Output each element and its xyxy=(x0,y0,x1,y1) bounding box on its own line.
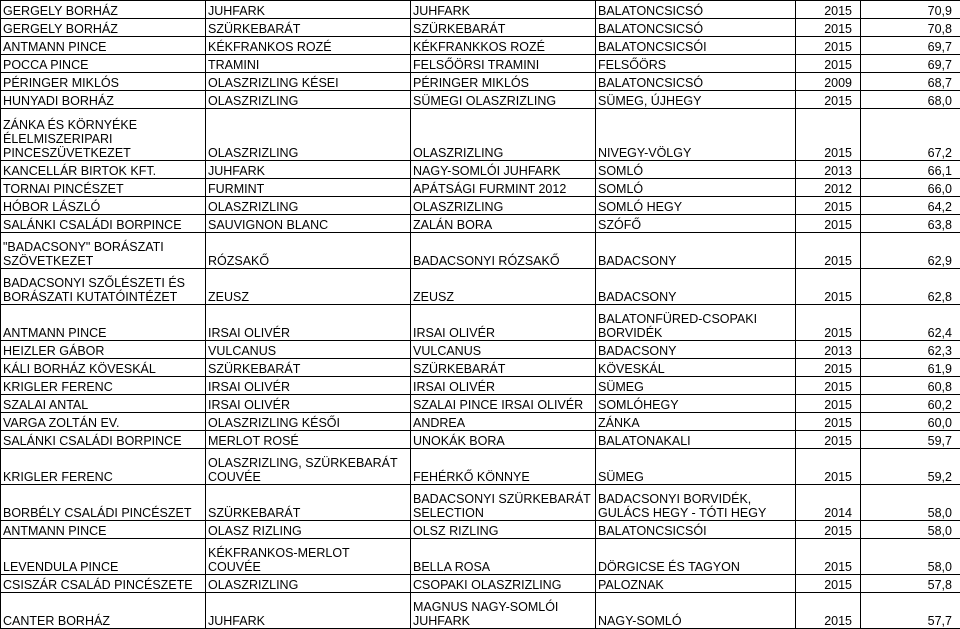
table-row xyxy=(1,341,960,359)
vintage-cell: 2015 xyxy=(796,109,861,161)
table-row xyxy=(1,73,960,91)
wine-region-cell: BADACSONYI BORVIDÉK, GULÁCS HEGY - TÓTI HEGY xyxy=(596,485,796,521)
table-row xyxy=(1,179,960,197)
wine-region-cell: FELSŐÖRS xyxy=(596,55,796,73)
wine-name-cell: ZALÁN BORA xyxy=(411,215,596,233)
wine-region-cell: SÜMEG xyxy=(596,449,796,485)
vintage-cell: 2015 xyxy=(796,19,861,37)
wine-name-cell: OLASZRIZLING xyxy=(411,197,596,215)
table-row xyxy=(1,109,960,161)
table-row xyxy=(1,485,960,521)
vintage-cell: 2015 xyxy=(796,197,861,215)
producer-cell: CSISZÁR CSALÁD PINCÉSZETE xyxy=(1,575,206,593)
wine-region-cell: BADACSONY xyxy=(596,233,796,269)
score-cell: 58,0 xyxy=(861,485,960,521)
producer-cell: BORBÉLY CSALÁDI PINCÉSZET xyxy=(1,485,206,521)
wine-name-cell: MAGNUS NAGY-SOMLÓI JUHFARK xyxy=(411,593,596,629)
grape-variety-cell: OLASZRIZLING KÉSŐI xyxy=(206,413,411,431)
score-cell: 70,8 xyxy=(861,19,960,37)
vintage-cell: 2015 xyxy=(796,269,861,305)
wine-region-cell: SOMLÓ xyxy=(596,179,796,197)
wine-name-cell: BADACSONYI SZÜRKEBARÁT SELECTION xyxy=(411,485,596,521)
score-cell: 64,2 xyxy=(861,197,960,215)
wine-name-cell: BELLA ROSA xyxy=(411,539,596,575)
score-cell: 58,0 xyxy=(861,521,960,539)
table-row xyxy=(1,55,960,73)
grape-variety-cell: OLASZRIZLING KÉSEI xyxy=(206,73,411,91)
producer-cell: KRIGLER FERENC xyxy=(1,377,206,395)
producer-cell: TORNAI PINCÉSZET xyxy=(1,179,206,197)
wine-name-cell: APÁTSÁGI FURMINT 2012 xyxy=(411,179,596,197)
table-row xyxy=(1,233,960,269)
producer-cell: HUNYADI BORHÁZ xyxy=(1,91,206,109)
score-cell: 66,0 xyxy=(861,179,960,197)
grape-variety-cell: KÉKFRANKOS-MERLOT COUVÉE xyxy=(206,539,411,575)
score-cell: 69,7 xyxy=(861,55,960,73)
score-cell: 59,2 xyxy=(861,449,960,485)
grape-variety-cell: OLASZ RIZLING xyxy=(206,521,411,539)
vintage-cell: 2015 xyxy=(796,215,861,233)
vintage-cell: 2015 xyxy=(796,91,861,109)
grape-variety-cell: FURMINT xyxy=(206,179,411,197)
score-cell: 70,9 xyxy=(861,1,960,19)
table-row xyxy=(1,359,960,377)
grape-variety-cell: TRAMINI xyxy=(206,55,411,73)
score-cell: 63,8 xyxy=(861,215,960,233)
wine-name-cell: SZALAI PINCE IRSAI OLIVÉR xyxy=(411,395,596,413)
vintage-cell: 2015 xyxy=(796,37,861,55)
table-row xyxy=(1,19,960,37)
vintage-cell: 2015 xyxy=(796,449,861,485)
grape-variety-cell: ZEUSZ xyxy=(206,269,411,305)
score-cell: 60,2 xyxy=(861,395,960,413)
grape-variety-cell: KÉKFRANKOS ROZÉ xyxy=(206,37,411,55)
producer-cell: PÉRINGER MIKLÓS xyxy=(1,73,206,91)
producer-cell: KANCELLÁR BIRTOK KFT. xyxy=(1,161,206,179)
producer-cell: GERGELY BORHÁZ xyxy=(1,1,206,19)
wine-region-cell: BALATONCSICSÓ xyxy=(596,1,796,19)
grape-variety-cell: OLASZRIZLING, SZÜRKEBARÁT COUVÉE xyxy=(206,449,411,485)
producer-cell: LEVENDULA PINCE xyxy=(1,539,206,575)
wine-name-cell: KÉKFRANKKOS ROZÉ xyxy=(411,37,596,55)
producer-cell: GERGELY BORHÁZ xyxy=(1,19,206,37)
grape-variety-cell: MERLOT ROSÉ xyxy=(206,431,411,449)
wine-region-cell: BALATONCSICSÓI xyxy=(596,521,796,539)
grape-variety-cell: SZÜRKEBARÁT xyxy=(206,359,411,377)
vintage-cell: 2015 xyxy=(796,233,861,269)
wine-region-cell: DÖRGICSE ÉS TAGYON xyxy=(596,539,796,575)
wine-region-cell: BALATONCSICSÓI xyxy=(596,37,796,55)
grape-variety-cell: OLASZRIZLING xyxy=(206,197,411,215)
grape-variety-cell: JUHFARK xyxy=(206,593,411,629)
vintage-cell: 2015 xyxy=(796,593,861,629)
vintage-cell: 2015 xyxy=(796,521,861,539)
wine-name-cell: CSOPAKI OLASZRIZLING xyxy=(411,575,596,593)
grape-variety-cell: JUHFARK xyxy=(206,1,411,19)
table-row xyxy=(1,431,960,449)
vintage-cell: 2015 xyxy=(796,55,861,73)
wine-region-cell: BADACSONY xyxy=(596,341,796,359)
producer-cell: SALÁNKI CSALÁDI BORPINCE xyxy=(1,215,206,233)
vintage-cell: 2015 xyxy=(796,575,861,593)
wine-name-cell: SÜMEGI OLASZRIZLING xyxy=(411,91,596,109)
wine-name-cell: SZÜRKEBARÁT xyxy=(411,359,596,377)
producer-cell: ANTMANN PINCE xyxy=(1,305,206,341)
grape-variety-cell: IRSAI OLIVÉR xyxy=(206,377,411,395)
producer-cell: BADACSONYI SZŐLÉSZETI ÉS BORÁSZATI KUTATÓINTÉZET xyxy=(1,269,206,305)
producer-cell: HEIZLER GÁBOR xyxy=(1,341,206,359)
score-cell: 57,7 xyxy=(861,593,960,629)
score-cell: 59,7 xyxy=(861,431,960,449)
vintage-cell: 2013 xyxy=(796,161,861,179)
score-cell: 60,0 xyxy=(861,413,960,431)
grape-variety-cell: IRSAI OLIVÉR xyxy=(206,395,411,413)
table-row xyxy=(1,449,960,485)
producer-cell: SZALAI ANTAL xyxy=(1,395,206,413)
wine-region-cell: SÜMEG, ÚJHEGY xyxy=(596,91,796,109)
producer-cell: HÓBOR LÁSZLÓ xyxy=(1,197,206,215)
table-row xyxy=(1,1,960,19)
producer-cell: "BADACSONY" BORÁSZATI SZÖVETKEZET xyxy=(1,233,206,269)
score-cell: 66,1 xyxy=(861,161,960,179)
table-row xyxy=(1,269,960,305)
producer-cell: ANTMANN PINCE xyxy=(1,37,206,55)
vintage-cell: 2015 xyxy=(796,395,861,413)
vintage-cell: 2015 xyxy=(796,1,861,19)
score-cell: 58,0 xyxy=(861,539,960,575)
table-row xyxy=(1,575,960,593)
grape-variety-cell: OLASZRIZLING xyxy=(206,91,411,109)
wine-name-cell: VULCANUS xyxy=(411,341,596,359)
wine-name-cell: IRSAI OLIVÉR xyxy=(411,377,596,395)
score-cell: 69,7 xyxy=(861,37,960,55)
producer-cell: KÁLI BORHÁZ KÖVESKÁL xyxy=(1,359,206,377)
wine-name-cell: OLSZ RIZLING xyxy=(411,521,596,539)
wine-name-cell: OLASZRIZLING xyxy=(411,109,596,161)
wine-name-cell: BADACSONYI RÓZSAKŐ xyxy=(411,233,596,269)
wine-region-cell: SZÓFŐ xyxy=(596,215,796,233)
vintage-cell: 2015 xyxy=(796,359,861,377)
table-row xyxy=(1,305,960,341)
wine-region-cell: NIVEGY-VÖLGY xyxy=(596,109,796,161)
grape-variety-cell: SAUVIGNON BLANC xyxy=(206,215,411,233)
wine-region-cell: ZÁNKA xyxy=(596,413,796,431)
producer-cell: CANTER BORHÁZ xyxy=(1,593,206,629)
table-row xyxy=(1,377,960,395)
wine-region-cell: SOMLÓ HEGY xyxy=(596,197,796,215)
vintage-cell: 2015 xyxy=(796,431,861,449)
wine-name-cell: ANDREA xyxy=(411,413,596,431)
score-cell: 62,9 xyxy=(861,233,960,269)
wine-region-cell: SOMLÓHEGY xyxy=(596,395,796,413)
wine-region-cell: KÖVESKÁL xyxy=(596,359,796,377)
producer-cell: POCCA PINCE xyxy=(1,55,206,73)
vintage-cell: 2015 xyxy=(796,305,861,341)
wine-region-cell: SOMLÓ xyxy=(596,161,796,179)
vintage-cell: 2014 xyxy=(796,485,861,521)
table-row xyxy=(1,593,960,629)
producer-cell: KRIGLER FERENC xyxy=(1,449,206,485)
wine-name-cell: SZÜRKEBARÁT xyxy=(411,19,596,37)
producer-cell: SALÁNKI CSALÁDI BORPINCE xyxy=(1,431,206,449)
wine-region-cell: BALATONFÜRED-CSOPAKI BORVIDÉK xyxy=(596,305,796,341)
vintage-cell: 2009 xyxy=(796,73,861,91)
producer-cell: ANTMANN PINCE xyxy=(1,521,206,539)
wine-region-cell: BALATONAKALI xyxy=(596,431,796,449)
grape-variety-cell: RÓZSAKŐ xyxy=(206,233,411,269)
table-row xyxy=(1,413,960,431)
wine-name-cell: JUHFARK xyxy=(411,1,596,19)
wine-name-cell: FELSŐÖRSI TRAMINI xyxy=(411,55,596,73)
grape-variety-cell: OLASZRIZLING xyxy=(206,575,411,593)
wine-region-cell: SÜMEG xyxy=(596,377,796,395)
table-row xyxy=(1,37,960,55)
wine-name-cell: PÉRINGER MIKLÓS xyxy=(411,73,596,91)
producer-cell: VARGA ZOLTÁN EV. xyxy=(1,413,206,431)
score-cell: 67,2 xyxy=(861,109,960,161)
vintage-cell: 2015 xyxy=(796,539,861,575)
table-row xyxy=(1,539,960,575)
table-row xyxy=(1,91,960,109)
wine-region-cell: PALOZNAK xyxy=(596,575,796,593)
table-row xyxy=(1,521,960,539)
grape-variety-cell: IRSAI OLIVÉR xyxy=(206,305,411,341)
vintage-cell: 2015 xyxy=(796,377,861,395)
wine-region-cell: BALATONCSICSÓ xyxy=(596,19,796,37)
wine-name-cell: FEHÉRKŐ KÖNNYE xyxy=(411,449,596,485)
grape-variety-cell: OLASZRIZLING xyxy=(206,109,411,161)
score-cell: 68,7 xyxy=(861,73,960,91)
table-row xyxy=(1,161,960,179)
vintage-cell: 2012 xyxy=(796,179,861,197)
grape-variety-cell: VULCANUS xyxy=(206,341,411,359)
score-cell: 62,4 xyxy=(861,305,960,341)
score-cell: 60,8 xyxy=(861,377,960,395)
producer-cell: ZÁNKA ÉS KÖRNYÉKE ÉLELMISZERIPARI PINCESZÜVETKEZET xyxy=(1,109,206,161)
vintage-cell: 2013 xyxy=(796,341,861,359)
table-row xyxy=(1,197,960,215)
grape-variety-cell: SZÜRKEBARÁT xyxy=(206,485,411,521)
wine-name-cell: UNOKÁK BORA xyxy=(411,431,596,449)
wine-name-cell: NAGY-SOMLÓI JUHFARK xyxy=(411,161,596,179)
score-cell: 62,8 xyxy=(861,269,960,305)
score-cell: 68,0 xyxy=(861,91,960,109)
score-cell: 57,8 xyxy=(861,575,960,593)
grape-variety-cell: JUHFARK xyxy=(206,161,411,179)
table-row xyxy=(1,215,960,233)
table-row xyxy=(1,395,960,413)
wine-name-cell: IRSAI OLIVÉR xyxy=(411,305,596,341)
wine-region-cell: NAGY-SOMLÓ xyxy=(596,593,796,629)
vintage-cell: 2015 xyxy=(796,413,861,431)
wine-name-cell: ZEUSZ xyxy=(411,269,596,305)
wine-region-cell: BALATONCSICSÓ xyxy=(596,73,796,91)
table-body xyxy=(1,1,960,629)
wine-region-cell: BADACSONY xyxy=(596,269,796,305)
score-cell: 61,9 xyxy=(861,359,960,377)
score-cell: 62,3 xyxy=(861,341,960,359)
grape-variety-cell: SZÜRKEBARÁT xyxy=(206,19,411,37)
